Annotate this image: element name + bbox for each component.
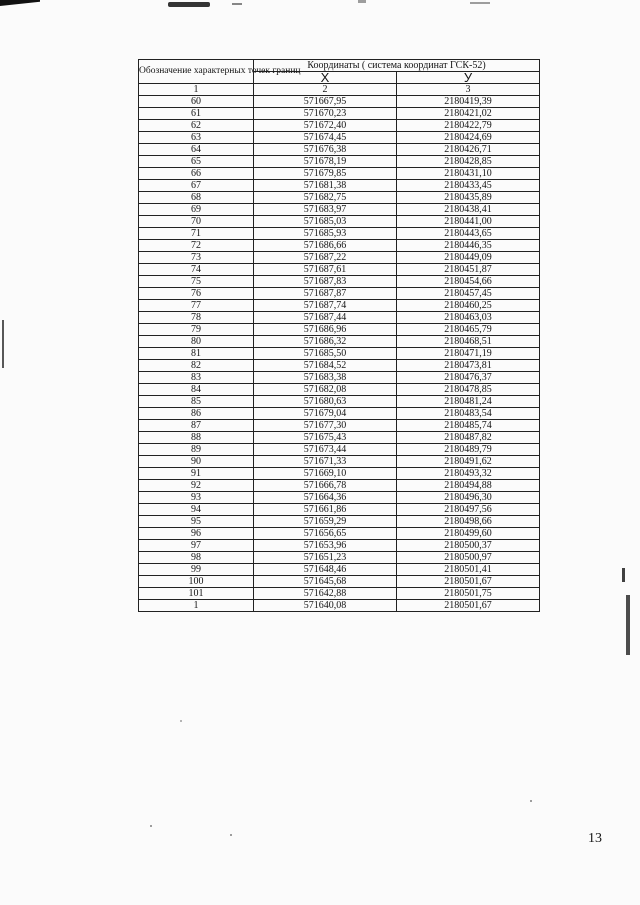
y-coordinate-cell: 2180451,87	[397, 264, 540, 276]
y-coordinate-cell: 2180454,66	[397, 276, 540, 288]
header-row	[139, 60, 540, 72]
x-coordinate-cell: 571670,23	[254, 108, 397, 120]
table-row	[139, 540, 540, 552]
x-coordinate-cell: 571677,30	[254, 420, 397, 432]
point-number-cell: 88	[139, 432, 254, 444]
y-coordinate-cell: 2180500,97	[397, 552, 540, 564]
table-row	[139, 576, 540, 588]
point-number-cell: 80	[139, 336, 254, 348]
point-number-cell: 77	[139, 300, 254, 312]
table-row	[139, 228, 540, 240]
x-coordinate-cell: 571687,87	[254, 288, 397, 300]
x-coordinate-cell: 571683,38	[254, 372, 397, 384]
x-coordinate-cell: 571686,66	[254, 240, 397, 252]
x-coordinate-cell: 571679,04	[254, 408, 397, 420]
y-coordinate-cell: 2180428,85	[397, 156, 540, 168]
x-coordinate-cell: 571686,32	[254, 336, 397, 348]
point-number-cell: 75	[139, 276, 254, 288]
table-row	[139, 552, 540, 564]
y-coordinate-cell: 2180431,10	[397, 168, 540, 180]
x-coordinate-cell: 571685,03	[254, 216, 397, 228]
y-axis-header: У	[397, 72, 540, 84]
x-coordinate-cell: 571684,52	[254, 360, 397, 372]
scan-mark	[358, 0, 366, 3]
x-coordinate-cell: 571642,88	[254, 588, 397, 600]
scan-mark	[150, 825, 152, 827]
y-coordinate-cell: 2180501,67	[397, 576, 540, 588]
x-coordinate-cell: 571676,38	[254, 144, 397, 156]
coordinates-table	[138, 59, 540, 612]
y-coordinate-cell: 2180465,79	[397, 324, 540, 336]
y-coordinate-cell: 2180419,39	[397, 96, 540, 108]
table-row	[139, 132, 540, 144]
y-coordinate-cell: 2180460,25	[397, 300, 540, 312]
point-number-cell: 67	[139, 180, 254, 192]
point-number-cell: 69	[139, 204, 254, 216]
point-number-cell: 91	[139, 468, 254, 480]
y-coordinate-cell: 2180422,79	[397, 120, 540, 132]
point-number-cell: 76	[139, 288, 254, 300]
y-coordinate-cell: 2180500,37	[397, 540, 540, 552]
x-coordinate-cell: 571685,50	[254, 348, 397, 360]
x-coordinate-cell: 571682,08	[254, 384, 397, 396]
x-axis-header: X	[254, 72, 397, 84]
table-row	[139, 384, 540, 396]
column-number: 3	[397, 84, 540, 96]
table-row	[139, 564, 540, 576]
point-number-cell: 66	[139, 168, 254, 180]
y-coordinate-cell: 2180499,60	[397, 528, 540, 540]
point-number-cell: 90	[139, 456, 254, 468]
x-coordinate-cell: 571682,75	[254, 192, 397, 204]
y-coordinate-cell: 2180457,45	[397, 288, 540, 300]
table-row	[139, 252, 540, 264]
table-row	[139, 216, 540, 228]
table-row	[139, 240, 540, 252]
point-number-cell: 74	[139, 264, 254, 276]
x-coordinate-cell: 571679,85	[254, 168, 397, 180]
coordinates-table-body	[139, 96, 540, 612]
x-coordinate-cell: 571656,65	[254, 528, 397, 540]
page-number: 13	[588, 831, 602, 846]
y-coordinate-cell: 2180501,41	[397, 564, 540, 576]
y-coordinate-cell: 2180485,74	[397, 420, 540, 432]
scan-mark	[2, 320, 4, 368]
point-number-cell: 89	[139, 444, 254, 456]
y-coordinate-cell: 2180473,81	[397, 360, 540, 372]
table-row	[139, 180, 540, 192]
table-row	[139, 324, 540, 336]
x-coordinate-cell: 571669,10	[254, 468, 397, 480]
point-number-cell: 86	[139, 408, 254, 420]
point-number-cell: 98	[139, 552, 254, 564]
point-number-cell: 79	[139, 324, 254, 336]
x-coordinate-cell: 571681,38	[254, 180, 397, 192]
table-row	[139, 504, 540, 516]
y-coordinate-cell: 2180501,75	[397, 588, 540, 600]
y-coordinate-cell: 2180433,45	[397, 180, 540, 192]
x-coordinate-cell: 571687,44	[254, 312, 397, 324]
y-coordinate-cell: 2180438,41	[397, 204, 540, 216]
point-number-cell: 99	[139, 564, 254, 576]
scan-mark	[530, 800, 532, 802]
point-number-cell: 64	[139, 144, 254, 156]
y-coordinate-cell: 2180491,62	[397, 456, 540, 468]
y-coordinate-cell: 2180487,82	[397, 432, 540, 444]
table-row	[139, 156, 540, 168]
table-row	[139, 312, 540, 324]
scan-mark	[626, 595, 630, 655]
table-row	[139, 108, 540, 120]
scan-mark	[230, 834, 232, 836]
point-number-cell: 63	[139, 132, 254, 144]
point-number-cell: 72	[139, 240, 254, 252]
table-row	[139, 336, 540, 348]
x-coordinate-cell: 571661,86	[254, 504, 397, 516]
y-coordinate-cell: 2180441,00	[397, 216, 540, 228]
scan-mark	[232, 3, 242, 5]
table-row	[139, 192, 540, 204]
point-number-cell: 82	[139, 360, 254, 372]
x-coordinate-cell: 571687,83	[254, 276, 397, 288]
table-row	[139, 420, 540, 432]
y-coordinate-cell: 2180435,89	[397, 192, 540, 204]
y-coordinate-cell: 2180426,71	[397, 144, 540, 156]
y-coordinate-cell: 2180476,37	[397, 372, 540, 384]
table-row	[139, 492, 540, 504]
point-number-cell: 95	[139, 516, 254, 528]
x-coordinate-cell: 571640,08	[254, 600, 397, 612]
table-row	[139, 288, 540, 300]
point-number-cell: 65	[139, 156, 254, 168]
table-row	[139, 600, 540, 612]
table-row	[139, 516, 540, 528]
y-coordinate-cell: 2180424,69	[397, 132, 540, 144]
table-row	[139, 468, 540, 480]
y-coordinate-cell: 2180483,54	[397, 408, 540, 420]
point-number-cell: 78	[139, 312, 254, 324]
table-row	[139, 528, 540, 540]
y-coordinate-cell: 2180489,79	[397, 444, 540, 456]
y-coordinate-cell: 2180446,35	[397, 240, 540, 252]
table-row	[139, 588, 540, 600]
table-row	[139, 432, 540, 444]
point-number-cell: 96	[139, 528, 254, 540]
table-row	[139, 120, 540, 132]
y-coordinate-cell: 2180443,65	[397, 228, 540, 240]
x-coordinate-cell: 571666,78	[254, 480, 397, 492]
x-coordinate-cell: 571671,33	[254, 456, 397, 468]
y-coordinate-cell: 2180481,24	[397, 396, 540, 408]
table-row	[139, 204, 540, 216]
table-row	[139, 144, 540, 156]
point-number-cell: 87	[139, 420, 254, 432]
point-number-cell: 62	[139, 120, 254, 132]
point-number-cell: 68	[139, 192, 254, 204]
x-coordinate-cell: 571667,95	[254, 96, 397, 108]
x-coordinate-cell: 571673,44	[254, 444, 397, 456]
point-number-cell: 71	[139, 228, 254, 240]
y-coordinate-cell: 2180493,32	[397, 468, 540, 480]
y-coordinate-cell: 2180501,67	[397, 600, 540, 612]
x-coordinate-cell: 571648,46	[254, 564, 397, 576]
x-coordinate-cell: 571687,61	[254, 264, 397, 276]
point-number-cell: 97	[139, 540, 254, 552]
x-coordinate-cell: 571680,63	[254, 396, 397, 408]
point-designation-header: Обозначение характерных точек границ	[139, 60, 254, 84]
y-coordinate-cell: 2180494,88	[397, 480, 540, 492]
y-coordinate-cell: 2180496,30	[397, 492, 540, 504]
point-number-cell: 73	[139, 252, 254, 264]
scan-mark	[622, 568, 625, 582]
column-number-row	[139, 84, 540, 96]
y-coordinate-cell: 2180471,19	[397, 348, 540, 360]
y-coordinate-cell: 2180449,09	[397, 252, 540, 264]
scan-mark	[180, 720, 182, 722]
scan-mark	[0, 0, 40, 6]
point-number-cell: 81	[139, 348, 254, 360]
x-coordinate-cell: 571687,74	[254, 300, 397, 312]
table-row	[139, 456, 540, 468]
table-row	[139, 264, 540, 276]
x-coordinate-cell: 571672,40	[254, 120, 397, 132]
x-coordinate-cell: 571651,23	[254, 552, 397, 564]
column-number: 1	[139, 84, 254, 96]
point-number-cell: 85	[139, 396, 254, 408]
coordinates-system-header: Координаты ( система координат ГСК-52)	[254, 60, 540, 72]
x-coordinate-cell: 571683,97	[254, 204, 397, 216]
column-number: 2	[254, 84, 397, 96]
point-number-cell: 83	[139, 372, 254, 384]
table-row	[139, 96, 540, 108]
y-coordinate-cell: 2180421,02	[397, 108, 540, 120]
y-coordinate-cell: 2180463,03	[397, 312, 540, 324]
table-row	[139, 168, 540, 180]
scan-mark	[168, 2, 210, 7]
point-number-cell: 60	[139, 96, 254, 108]
point-number-cell: 93	[139, 492, 254, 504]
x-coordinate-cell: 571685,93	[254, 228, 397, 240]
point-number-cell: 84	[139, 384, 254, 396]
table-row	[139, 300, 540, 312]
y-coordinate-cell: 2180497,56	[397, 504, 540, 516]
point-number-cell: 92	[139, 480, 254, 492]
point-number-cell: 100	[139, 576, 254, 588]
table-row	[139, 396, 540, 408]
x-coordinate-cell: 571686,96	[254, 324, 397, 336]
table-row	[139, 408, 540, 420]
x-coordinate-cell: 571659,29	[254, 516, 397, 528]
point-number-cell: 61	[139, 108, 254, 120]
x-coordinate-cell: 571678,19	[254, 156, 397, 168]
point-number-cell: 1	[139, 600, 254, 612]
point-number-cell: 70	[139, 216, 254, 228]
x-coordinate-cell: 571645,68	[254, 576, 397, 588]
y-coordinate-cell: 2180468,51	[397, 336, 540, 348]
x-coordinate-cell: 571664,36	[254, 492, 397, 504]
x-coordinate-cell: 571674,45	[254, 132, 397, 144]
table-row	[139, 360, 540, 372]
x-coordinate-cell: 571653,96	[254, 540, 397, 552]
table-row	[139, 276, 540, 288]
y-coordinate-cell: 2180478,85	[397, 384, 540, 396]
point-number-cell: 101	[139, 588, 254, 600]
table-row	[139, 372, 540, 384]
table-row	[139, 480, 540, 492]
y-coordinate-cell: 2180498,66	[397, 516, 540, 528]
x-coordinate-cell: 571675,43	[254, 432, 397, 444]
table-row	[139, 444, 540, 456]
scan-mark	[470, 2, 490, 4]
x-coordinate-cell: 571687,22	[254, 252, 397, 264]
table-row	[139, 348, 540, 360]
point-number-cell: 94	[139, 504, 254, 516]
